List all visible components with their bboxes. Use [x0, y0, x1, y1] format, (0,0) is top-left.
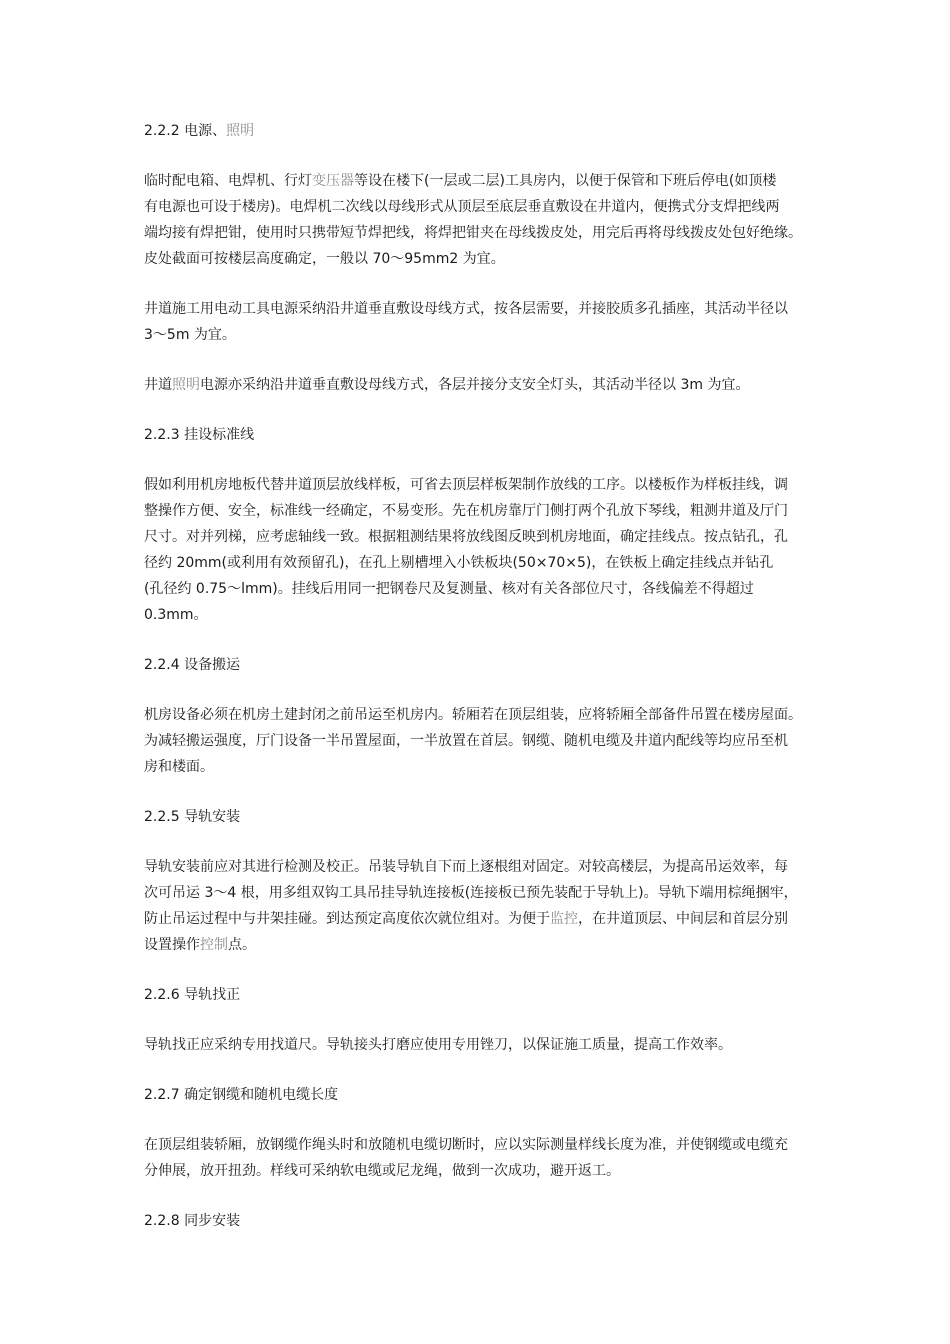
- para-line: 3～5m 为宜。: [144, 327, 236, 343]
- para-line: 假如利用机房地板代替井道顶层放线样板，可省去顶层样板架制作放线的工序。以楼板作为样板挂线，调: [144, 477, 788, 493]
- para-line: 有电源也可设于楼房)。电焊机二次线以母线形式从顶层至底层垂直敷设在井道内，便携式分支焊把线两: [144, 199, 780, 215]
- heading-text: 2.2.2 电源、: [144, 123, 227, 139]
- para-line: 防止吊运过程中与井架挂碰。到达预定高度依次就位组对。为便于监控，在井道顶层、中间层和首层分别: [144, 911, 788, 927]
- transformer-link[interactable]: 变压器: [312, 173, 354, 189]
- paragraph: [144, 702, 810, 780]
- monitoring-link[interactable]: 监控: [550, 911, 578, 927]
- paragraph: [144, 1032, 810, 1058]
- lighting-link[interactable]: 照明: [172, 377, 200, 393]
- control-link[interactable]: 控制: [200, 937, 228, 953]
- section-heading-2-2-7: 2.2.7 确定钢缆和随机电缆长度: [144, 1087, 339, 1103]
- para-line: 井道施工用电动工具电源采纳沿井道垂直敷设母线方式，按各层需要，并接胶质多孔插座，其活动半径以: [144, 301, 788, 317]
- para-line: 径约 20mm(或利用有效预留孔)，在孔上剔槽埋入小铁板块(50×70×5)，在铁板上确定挂线点并钻孔: [144, 555, 774, 571]
- para-line: 在顶层组装轿厢，放钢缆作绳头时和放随机电缆切断时，应以实际测量样线长度为准，并使钢缆或电缆充: [144, 1137, 788, 1153]
- para-line: 为减轻搬运强度，厅门设备一半吊置屋面，一半放置在首层。钢缆、随机电缆及井道内配线等均应吊至机: [144, 733, 788, 749]
- document-page: [144, 118, 810, 1258]
- para-line: 机房设备必须在机房土建封闭之前吊运至机房内。轿厢若在顶层组装，应将轿厢全部备件吊置在楼房屋面。: [144, 707, 802, 723]
- section-heading-2-2-3: 2.2.3 挂设标准线: [144, 427, 255, 443]
- para-line: 次可吊运 3～4 根，用多组双钩工具吊挂导轨连接板(连接板已预先装配于导轨上)。导轨下端用棕绳捆牢，: [144, 885, 798, 901]
- section-heading-2-2-4: 2.2.4 设备搬运: [144, 657, 241, 673]
- paragraph: [144, 296, 810, 348]
- section-heading-2-2-6: 2.2.6 导轨找正: [144, 987, 241, 1003]
- para-line: 皮处截面可按楼层高度确定，一般以 70～95mm2 为宜。: [144, 251, 505, 267]
- para-line: 整操作方便、安全，标准线一经确定，不易变形。先在机房靠厅门侧打两个孔放下琴线，粗测井道及厅门: [144, 503, 788, 519]
- paragraph: [144, 472, 810, 628]
- lighting-link[interactable]: 照明: [226, 123, 255, 139]
- paragraph: [144, 854, 810, 958]
- para-line: 设置操作控制点。: [144, 937, 256, 953]
- para-line: (孔径约 0.75～lmm)。挂线后用同一把钢卷尺及复测量、核对有关各部位尺寸，各线偏差不得超过: [144, 581, 754, 597]
- para-line: 尺寸。对并列梯，应考虑轴线一致。根据粗测结果将放线图反映到机房地面，确定挂线点。按点钻孔，孔: [144, 529, 788, 545]
- para-line: 导轨找正应采纳专用找道尺。导轨接头打磨应使用专用锉刀，以保证施工质量，提高工作效率。: [144, 1037, 732, 1053]
- paragraph: [144, 372, 810, 398]
- paragraph: [144, 1132, 810, 1184]
- paragraph: [144, 168, 810, 272]
- para-line: 分伸展，放开扭劲。样线可采纳软电缆或尼龙绳，做到一次成功，避开返工。: [144, 1163, 620, 1179]
- para-line: 井道照明电源亦采纳沿井道垂直敷设母线方式，各层并接分支安全灯头，其活动半径以 3m 为宜。: [144, 377, 750, 393]
- para-line: 临时配电箱、电焊机、行灯变压器等设在楼下(一层或二层)工具房内，以便于保管和下班后停电(如顶楼: [144, 173, 777, 189]
- para-line: 导轨安装前应对其进行检测及校正。吊装导轨自下而上逐根组对固定。对较高楼层，为提高吊运效率，每: [144, 859, 788, 875]
- para-line: 房和楼面。: [144, 759, 214, 775]
- section-heading-2-2-5: 2.2.5 导轨安装: [144, 809, 241, 825]
- para-line: 0.3mm。: [144, 607, 208, 623]
- section-heading-2-2-8: 2.2.8 同步安装: [144, 1213, 241, 1229]
- para-line: 端均接有焊把钳，使用时只携带短节焊把线，将焊把钳夹在母线拨皮处，用完后再将母线拨皮处包好绝缘。: [144, 225, 802, 241]
- section-heading-2-2-2: [144, 118, 810, 144]
